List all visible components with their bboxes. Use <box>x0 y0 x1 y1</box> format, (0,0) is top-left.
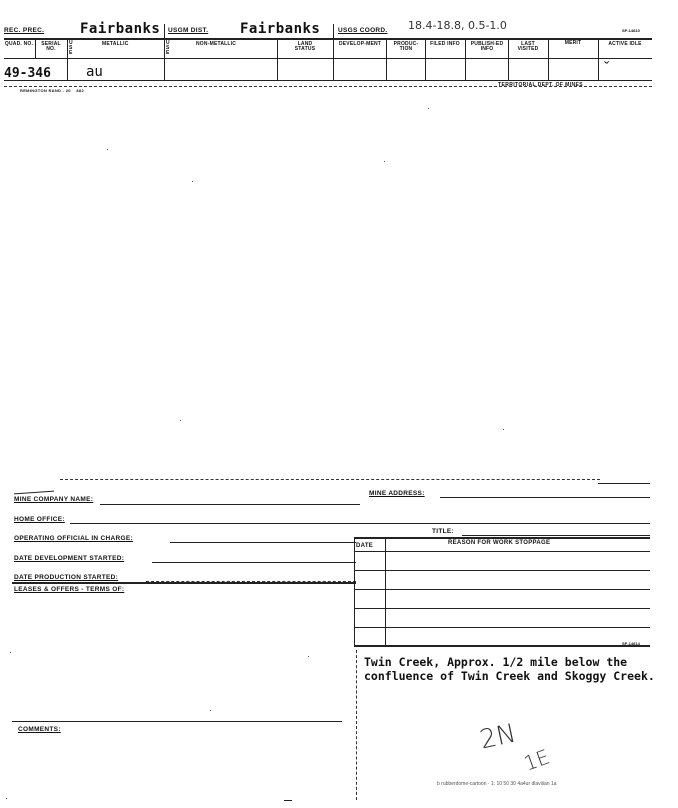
date-prod-label: DATE PRODUCTION STARTED: <box>14 574 119 581</box>
col-filed-info: FILED INFO <box>430 41 460 47</box>
mine-company-label: MINE COMPANY NAME: <box>14 496 94 503</box>
rec-prec-value: Fairbanks <box>80 21 161 37</box>
col-non-metallic: NON-METALLIC <box>196 41 237 47</box>
dept-note: TERRITORIAL DEPT. OF MINES <box>498 82 583 88</box>
usgs-coord-value: 18.4-18.8, 0.5-1.0 <box>408 19 507 32</box>
stoppage-date-col: DATE <box>356 543 374 549</box>
col-quad-no: QUAD. NO. <box>4 41 34 47</box>
usgs-dist-label: USGM DIST. <box>168 27 209 34</box>
location-line-1: Twin Creek, Approx. 1/2 mile below the <box>364 655 628 669</box>
col-last-visited: LAST VISITED <box>517 41 539 52</box>
printer-note: REMINGTON RAND - 20 882 <box>20 88 84 93</box>
home-office-label: HOME OFFICE: <box>14 516 65 523</box>
handwritten-township: 2N <box>477 718 519 756</box>
rec-prec-label: REC. PREC. <box>4 27 45 34</box>
col-active-idle: ACTIVE IDLE <box>608 41 642 47</box>
col-production: PRODUC-TION <box>393 41 419 52</box>
col-metallic: METALLIC <box>102 41 129 47</box>
bottom-footer: b rubberdome-cartoon · 1: 10 50 30 4a4ur dlaviiian 1a <box>437 781 557 787</box>
usgs-dist-value: Fairbanks <box>240 21 321 37</box>
form-number-top: SP-14810 <box>622 28 640 33</box>
date-dev-label: DATE DEVELOPMENT STARTED: <box>14 555 125 562</box>
row-active-mark: ˇ <box>604 60 610 77</box>
comments-label: COMMENTS: <box>18 726 61 733</box>
col-land-status: LAND STATUS <box>294 41 316 52</box>
usgs-coord-label: USGS COORD. <box>338 27 388 34</box>
stoppage-reason-col: REASON FOR WORK STOPPAGE <box>448 540 551 546</box>
col-serial-no: SERIAL NO. <box>41 41 61 52</box>
row-metallic: au <box>86 64 103 80</box>
title-label: TITLE: <box>432 528 455 535</box>
row-serial: 49-346 <box>4 66 51 81</box>
col-merit: MERIT <box>564 40 582 46</box>
col-use-nonmetallic-marker: U S E <box>166 40 170 56</box>
form-number-bottom: SP-14814 <box>622 641 640 646</box>
col-published-info: PUBLISH-ED INFO <box>470 41 504 52</box>
handwritten-range: 1E <box>520 744 553 776</box>
col-development: DEVELOP-MENT <box>338 41 382 47</box>
operating-official-label: OPERATING OFFICIAL IN CHARGE: <box>14 535 133 542</box>
location-line-2: confluence of Twin Creek and Skoggy Creek. <box>364 669 655 683</box>
leases-label: LEASES & OFFERS - TERMS OF: <box>14 586 125 593</box>
col-use-metallic-marker: U S E <box>69 40 73 56</box>
mine-address-label: MINE ADDRESS: <box>369 490 425 497</box>
